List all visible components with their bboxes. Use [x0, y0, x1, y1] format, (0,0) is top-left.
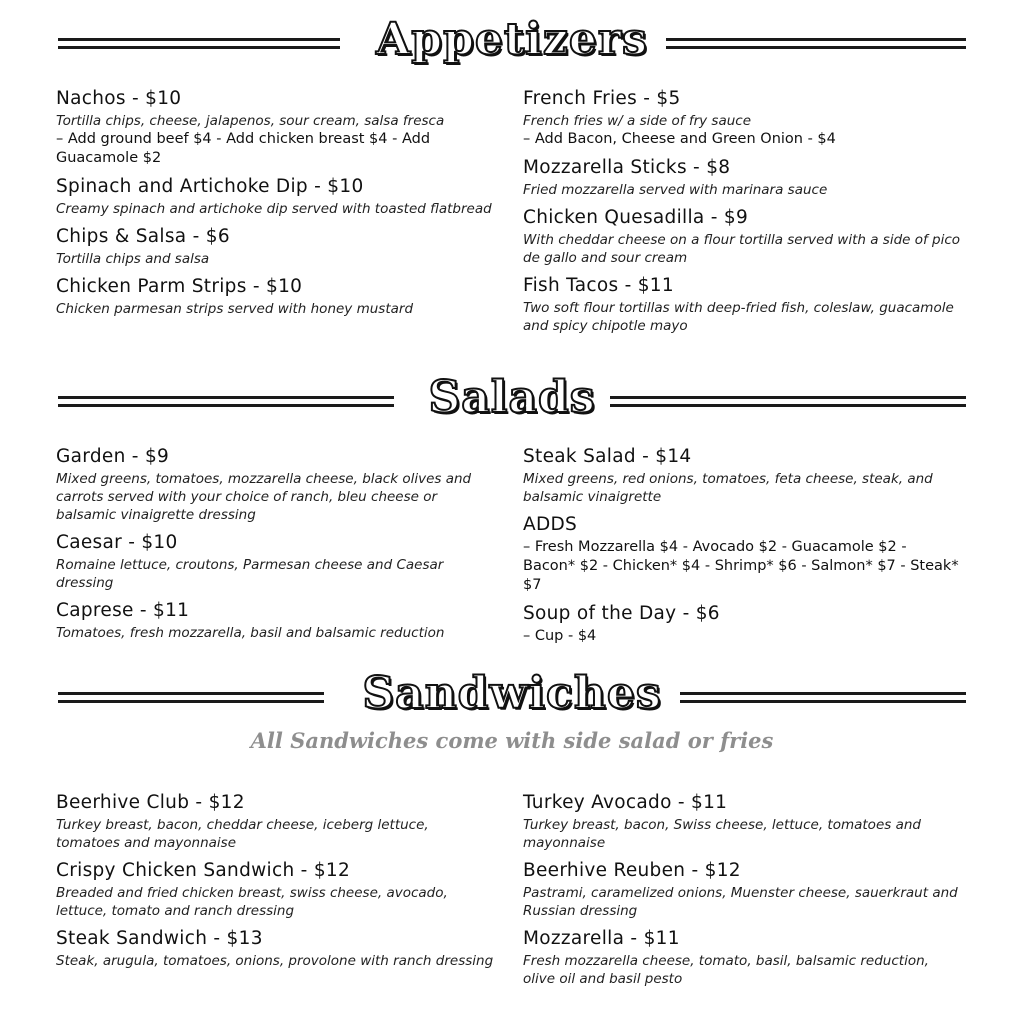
item-description: Mixed greens, tomatoes, mozzarella cheese, black olives and carrots served with your choice of ranch, bleu cheese or balsamic vinaigrette dressing — [56, 471, 472, 523]
item-name: ADDS — [523, 514, 578, 535]
item-name: Chicken Parm Strips - $10 — [56, 276, 303, 297]
menu-item — [523, 601, 963, 646]
item-description: Romaine lettuce, croutons, Parmesan cheese and Caesar dressing — [56, 557, 444, 591]
menu-item — [523, 155, 963, 199]
menu-item — [56, 274, 496, 318]
item-addons: – Add ground beef $4 - Add chicken breast $4 - Add Guacamole $2 — [56, 131, 431, 166]
sandwiches-left-column — [56, 790, 496, 976]
item-name: Caprese - $11 — [56, 600, 190, 621]
item-name: Fish Tacos - $11 — [523, 275, 674, 296]
menu-item — [523, 512, 963, 595]
menu-item — [523, 926, 963, 988]
item-description: Tortilla chips, cheese, jalapenos, sour cream, salsa fresca — [56, 113, 445, 129]
menu-item — [56, 174, 496, 218]
item-description: Two soft flour tortillas with deep-fried fish, coleslaw, guacamole and spicy chipotle mayo — [523, 300, 954, 334]
item-description: Steak, arugula, tomatoes, onions, provolone with ranch dressing — [56, 953, 494, 969]
sandwiches-subtitle: All Sandwiches come with side salad or fries — [250, 728, 774, 753]
menu-item — [56, 224, 496, 268]
item-name: Soup of the Day - $6 — [523, 603, 720, 624]
menu-item — [523, 86, 963, 149]
menu-item — [56, 598, 496, 642]
item-name: Nachos - $10 — [56, 88, 182, 109]
salads-left-column — [56, 444, 496, 648]
item-name: Caesar - $10 — [56, 532, 178, 553]
item-name: Steak Salad - $14 — [523, 446, 692, 467]
menu-item — [56, 926, 496, 970]
item-description: Pastrami, caramelized onions, Muenster cheese, sauerkraut and Russian dressing — [523, 885, 958, 919]
salads-header — [0, 372, 1024, 432]
item-addons: – Add Bacon, Cheese and Green Onion - $4 — [523, 131, 836, 147]
menu-item — [56, 790, 496, 852]
menu-item — [56, 530, 496, 592]
appetizers-header — [0, 14, 1024, 74]
item-name: Spinach and Artichoke Dip - $10 — [56, 176, 364, 197]
menu-item — [523, 790, 963, 852]
menu-item — [523, 273, 963, 335]
item-description: Mixed greens, red onions, tomatoes, feta cheese, steak, and balsamic vinaigrette — [523, 471, 933, 505]
item-addons: – Cup - $4 — [523, 628, 597, 644]
sandwiches-header — [0, 668, 1024, 728]
section-title: Appetizers — [376, 14, 648, 65]
menu-item — [56, 86, 496, 168]
item-description: Fried mozzarella served with marinara sauce — [523, 182, 828, 198]
item-description: Creamy spinach and artichoke dip served with toasted flatbread — [56, 201, 492, 217]
item-name: Chicken Quesadilla - $9 — [523, 207, 749, 228]
item-name: Mozzarella Sticks - $8 — [523, 157, 731, 178]
item-description: Breaded and fried chicken breast, swiss cheese, avocado, lettuce, tomato and ranch dressing — [56, 885, 448, 919]
appetizers-left-column — [56, 86, 496, 324]
item-description: Fresh mozzarella cheese, tomato, basil, balsamic reduction, olive oil and basil pesto — [523, 953, 929, 987]
menu-item — [523, 205, 963, 267]
item-name: French Fries - $5 — [523, 88, 681, 109]
item-name: Mozzarella - $11 — [523, 928, 680, 949]
item-description: Turkey breast, bacon, cheddar cheese, iceberg lettuce, tomatoes and mayonnaise — [56, 817, 429, 851]
menu-item — [56, 444, 496, 524]
section-title: Salads — [428, 372, 596, 423]
item-description: Tomatoes, fresh mozzarella, basil and balsamic reduction — [56, 625, 445, 641]
menu-item — [523, 858, 963, 920]
menu-item — [56, 858, 496, 920]
salads-right-column — [523, 444, 963, 652]
item-name: Turkey Avocado - $11 — [523, 792, 728, 813]
appetizers-right-column — [523, 86, 963, 341]
item-description: Turkey breast, bacon, Swiss cheese, lettuce, tomatoes and mayonnaise — [523, 817, 921, 851]
item-description: With cheddar cheese on a flour tortilla served with a side of pico de gallo and sour cream — [523, 232, 961, 266]
item-name: Garden - $9 — [56, 446, 170, 467]
item-name: Crispy Chicken Sandwich - $12 — [56, 860, 351, 881]
item-addons: – Fresh Mozzarella $4 - Avocado $2 - Guacamole $2 - Bacon* $2 - Chicken* $4 - Shrimp* $6 - Salmon* $7 - Steak* $7 — [523, 539, 959, 593]
item-description: Chicken parmesan strips served with honey mustard — [56, 301, 414, 317]
item-description: Tortilla chips and salsa — [56, 251, 210, 267]
item-name: Steak Sandwich - $13 — [56, 928, 263, 949]
item-name: Beerhive Club - $12 — [56, 792, 245, 813]
item-name: Beerhive Reuben - $12 — [523, 860, 741, 881]
item-description: French fries w/ a side of fry sauce — [523, 113, 752, 129]
item-name: Chips & Salsa - $6 — [56, 226, 230, 247]
section-title: Sandwiches — [362, 668, 662, 719]
menu-item — [523, 444, 963, 506]
sandwiches-right-column — [523, 790, 963, 994]
